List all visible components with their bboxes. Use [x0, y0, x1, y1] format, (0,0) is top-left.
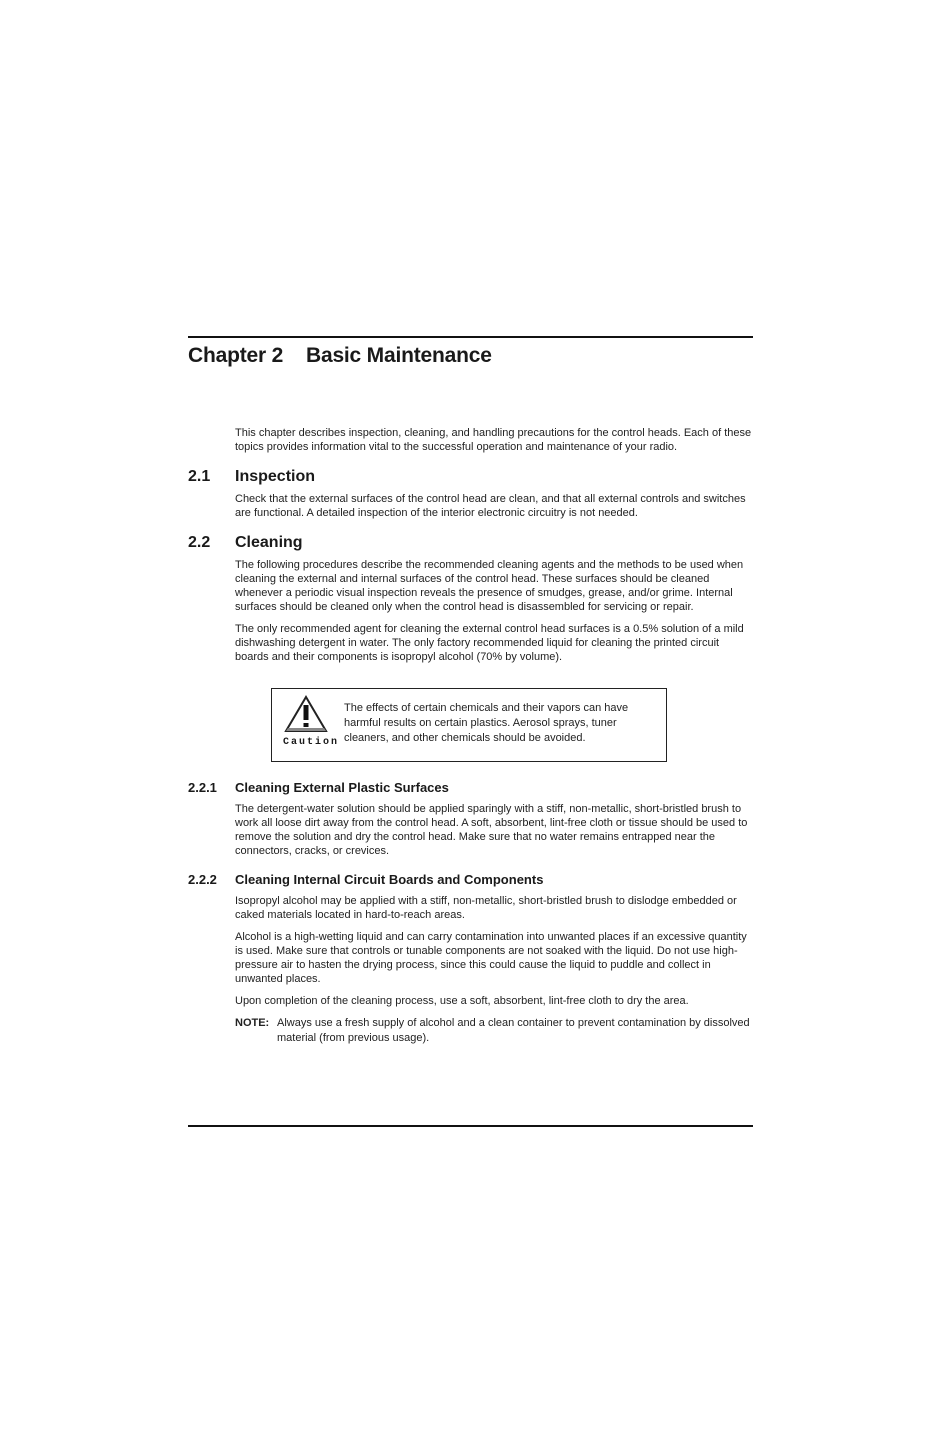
- chapter-name: Basic Maintenance: [306, 344, 492, 367]
- section-title: Inspection: [235, 468, 316, 485]
- chapter-title: [188, 344, 492, 368]
- warning-triangle-icon: [284, 695, 328, 733]
- chapter-number: Chapter 2: [188, 344, 284, 367]
- section-number: 2.2: [188, 534, 211, 551]
- section-number: 2.2.2: [188, 872, 217, 887]
- section-heading-2-2: [188, 534, 753, 552]
- caution-text: The effects of certain chemicals and their vapors can have harmful results on certain plastics. Aerosol sprays, tuner cleaners, and other chemicals should be avoided.: [344, 702, 629, 744]
- inspection-paragraph: Check that the external surfaces of the control head are clean, and that all external controls and switches are functional. A detailed inspection of the interior electronic circuitry is not needed.: [235, 493, 746, 519]
- section-title: Cleaning Internal Circuit Boards and Components: [235, 872, 544, 887]
- note-text: Always use a fresh supply of alcohol and a clean container to prevent contamination by dissolved material (from previous usage).: [277, 1017, 750, 1044]
- page-content: [188, 426, 753, 1054]
- internal-boards-paragraph-1: Isopropyl alcohol may be applied with a stiff, non-metallic, short-bristled brush to dislodge embedded or caked materials located in hard-to-reach areas.: [235, 895, 737, 921]
- caution-label: Caution: [283, 737, 340, 748]
- section-number: 2.1: [188, 468, 211, 485]
- internal-boards-paragraph-2: Alcohol is a high-wetting liquid and can carry contamination into unwanted places if an excessive quantity is used. Make sure that controls or tunable components are not soaked with the liquid. Do not use high-pressure air to hasten the drying process, since this could cause the liquid to puddle and collect in unwanted places.: [235, 931, 747, 985]
- section-number: 2.2.1: [188, 780, 217, 795]
- caution-box: [271, 688, 667, 762]
- note: [235, 1016, 753, 1046]
- external-plastic-paragraph: The detergent-water solution should be applied sparingly with a stiff, non-metallic, short-bristled brush to work all loose dirt away from the control head. A soft, absorbent, lint-free cloth or tissue should be used to remove the solution and dry the control head. Make sure that no water remains entrapped near the connectors, cracks, or crevices.: [235, 803, 748, 857]
- internal-boards-paragraph-3: Upon completion of the cleaning process, use a soft, absorbent, lint-free cloth to dry the area.: [235, 995, 689, 1007]
- section-heading-2-2-2: [188, 872, 753, 888]
- top-rule: [188, 336, 753, 338]
- intro-paragraph: This chapter describes inspection, cleaning, and handling precautions for the control heads. Each of these topics provides information vital to the successful operation and maintenance of your radio.: [235, 427, 752, 453]
- section-title: Cleaning External Plastic Surfaces: [235, 780, 449, 795]
- section-heading-2-2-1: [188, 780, 753, 796]
- note-label: NOTE:: [235, 1017, 270, 1029]
- cleaning-paragraph-2: The only recommended agent for cleaning the external control head surfaces is a 0.5% solution of a mild dishwashing detergent in water. The only factory recommended liquid for cleaning the printed circuit boards and their components is isopropyl alcohol (70% by volume).: [235, 623, 744, 663]
- section-title: Cleaning: [235, 534, 303, 551]
- cleaning-paragraph-1: The following procedures describe the recommended cleaning agents and the methods to be used when cleaning the external and internal surfaces of the control head. These surfaces should be cleaned whenever a periodic visual inspection reveals the presence of smudges, grease, and/or grime. Internal surfaces should be cleaned only when the control head is disassembled for servicing or repair.: [235, 559, 744, 613]
- bottom-rule: [188, 1125, 753, 1127]
- section-heading-2-1: [188, 468, 753, 486]
